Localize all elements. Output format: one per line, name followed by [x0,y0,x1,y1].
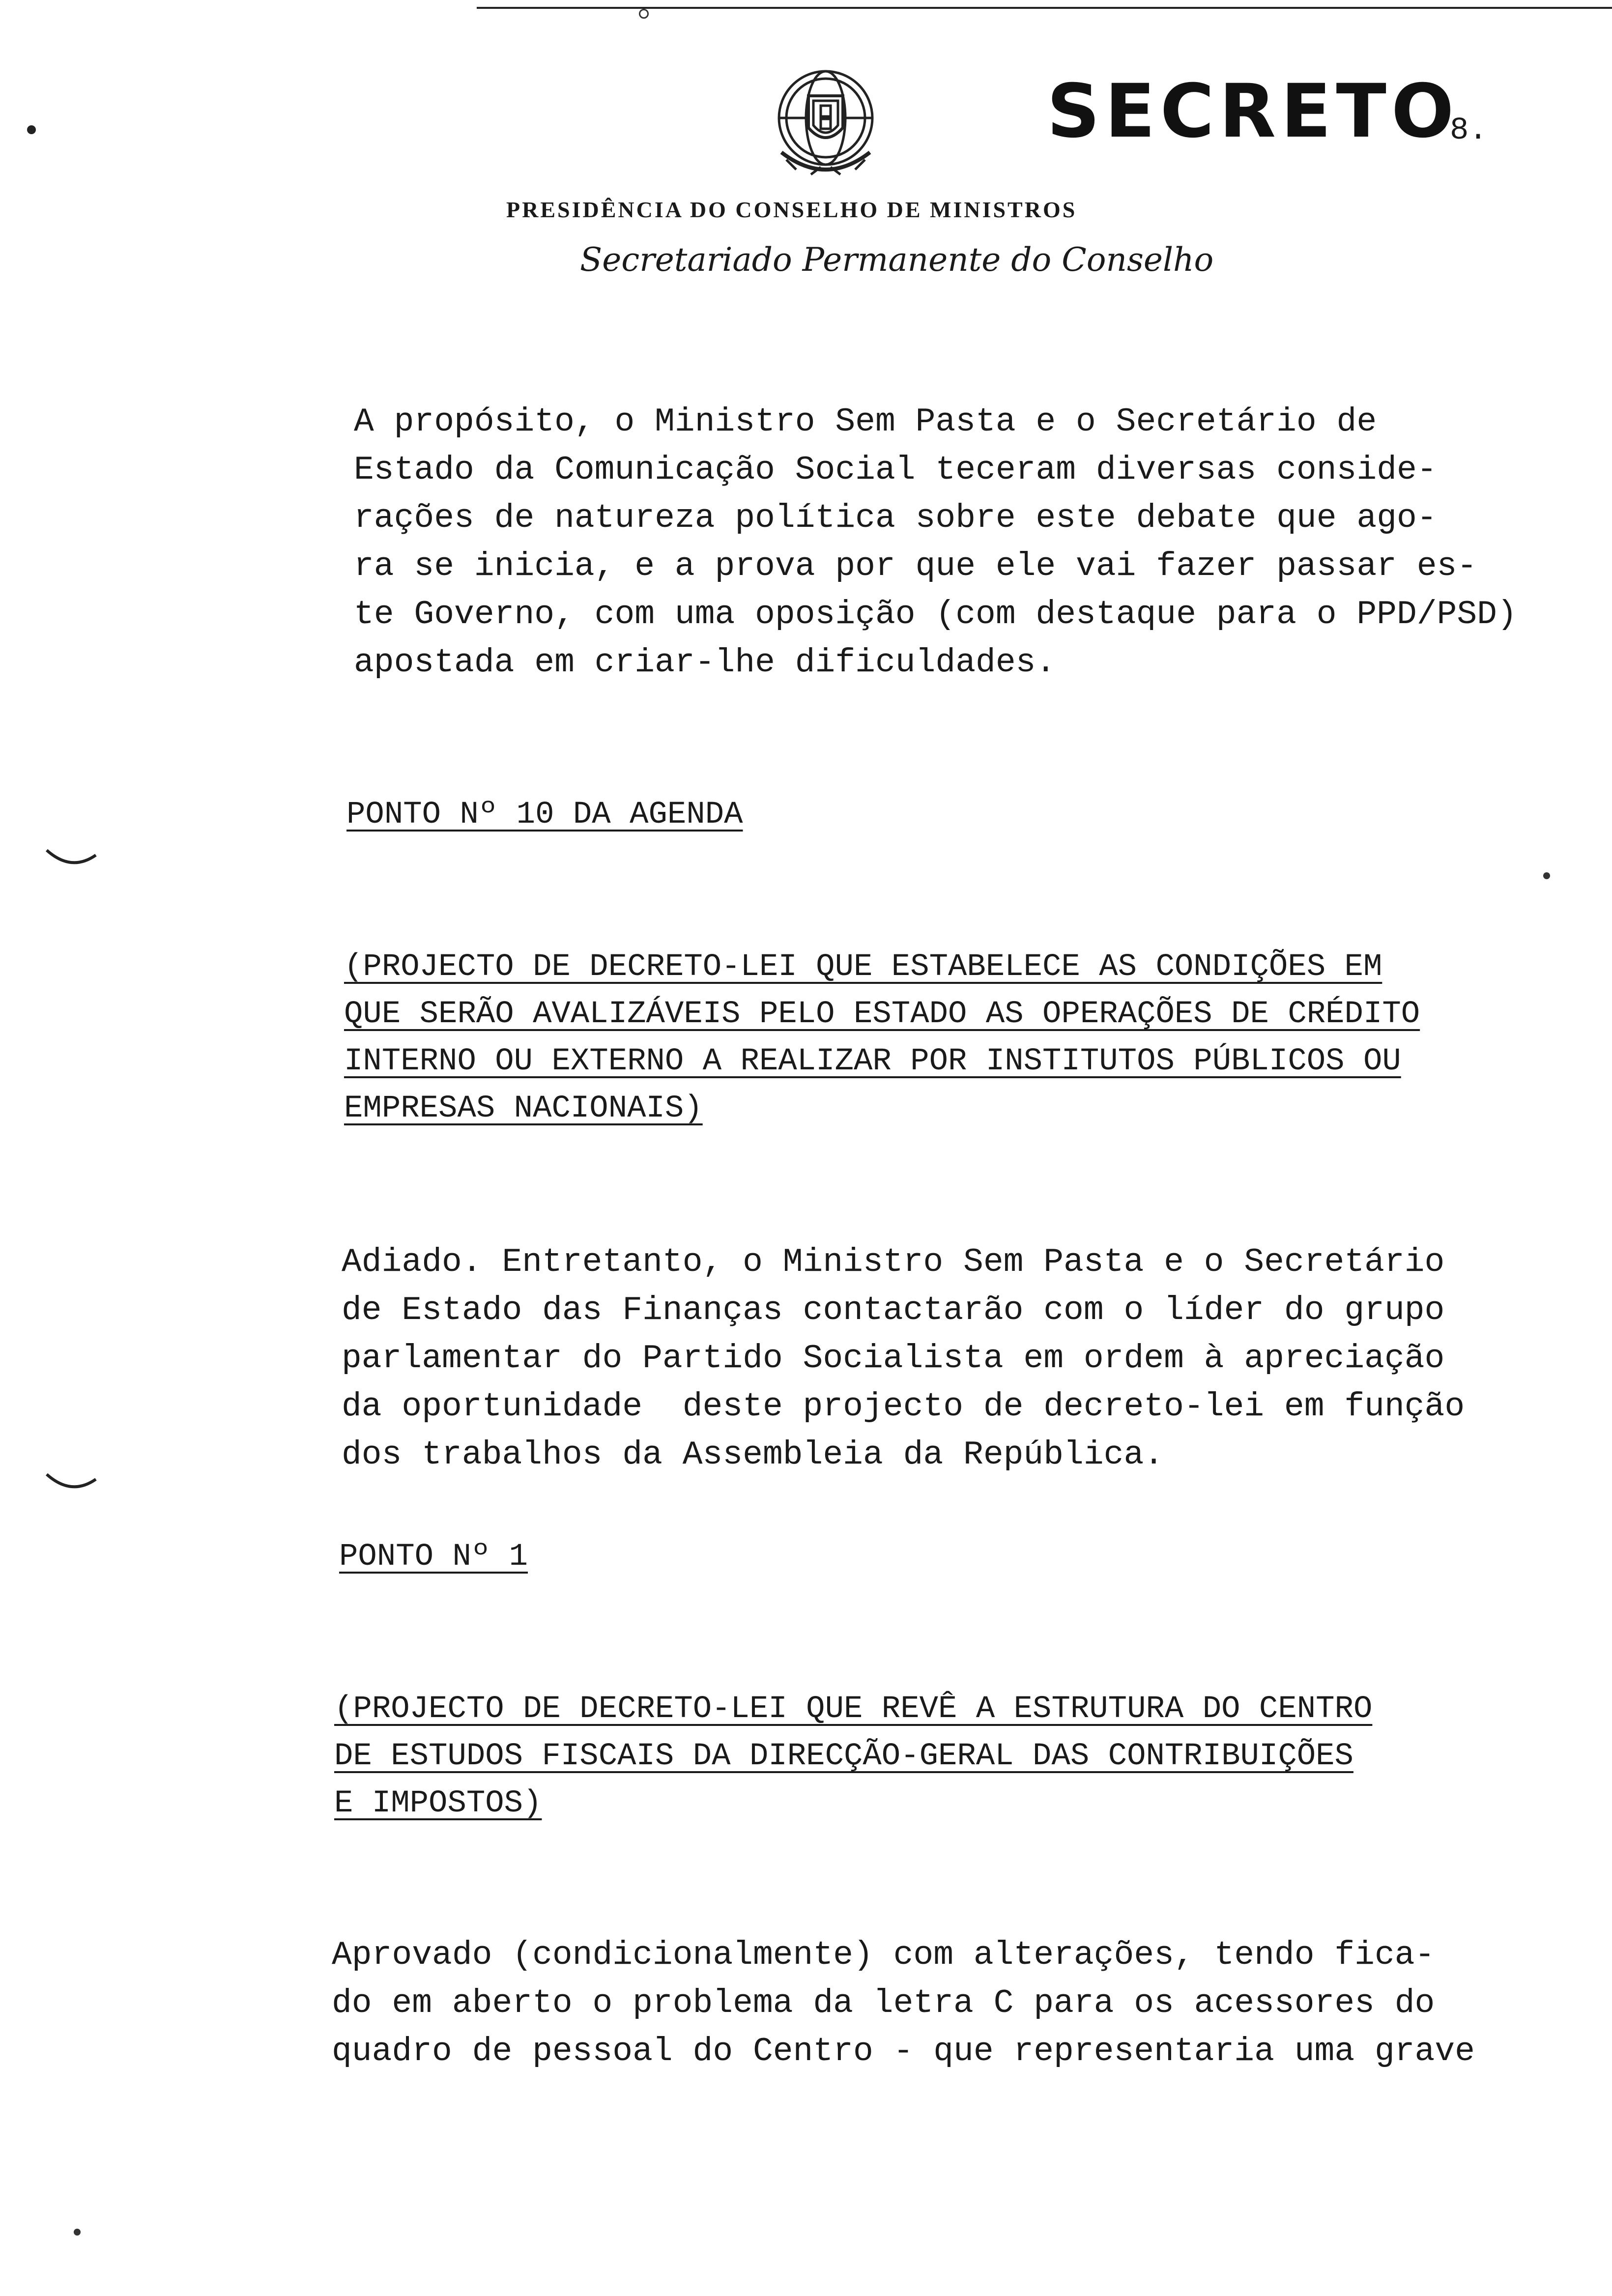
text-line: apostada em criar-lhe dificuldades. [354,644,1056,682]
heading-line: PONTO Nº 10 DA AGENDA [346,797,743,832]
scan-artifact [1543,872,1550,879]
agenda-item-heading [339,1533,528,1580]
scan-artifact [44,845,98,875]
heading-line: PONTO Nº 1 [339,1539,528,1575]
text-line: dos trabalhos da Assembleia da República. [342,1436,1164,1474]
title-line: (PROJECTO DE DECRETO-LEI QUE ESTABELECE AS CONDIÇÕES EM [344,949,1382,985]
title-line: (PROJECTO DE DECRETO-LEI QUE REVÊ A ESTRUTURA DO CENTRO [334,1692,1373,1727]
title-line: E IMPOSTOS) [334,1786,542,1821]
top-rule [477,7,1612,9]
scan-artifact [27,125,36,134]
text-line: do em aberto o problema da letra C para os acessores do [332,1984,1435,2022]
text-line: A propósito, o Ministro Sem Pasta e o Secretário de [354,403,1377,441]
agenda-item-decision [332,1931,1475,2076]
text-line: Estado da Comunicação Social teceram diversas conside- [354,451,1437,489]
organization-heading: PRESIDÊNCIA DO CONSELHO DE MINISTROS [506,197,1077,222]
classification-stamp: SECRETO [1047,69,1459,154]
coat-of-arms-emblem [767,64,885,187]
text-line: ra se inicia, e a prova por que ele vai fazer passar es- [354,547,1477,585]
agenda-item-heading [346,791,743,838]
page-number: 8. [1450,113,1488,148]
agenda-item-title [334,1686,1372,1827]
scan-artifact [74,2229,81,2236]
title-line: DE ESTUDOS FISCAIS DA DIRECÇÃO-GERAL DAS CONTRIBUIÇÕES [334,1739,1353,1774]
text-line: te Governo, com uma oposição (com destaque para o PPD/PSD) [354,596,1517,633]
text-line: quadro de pessoal do Centro - que representaria uma grave [332,2033,1475,2070]
scan-artifact [44,1469,98,1499]
title-line: EMPRESAS NACIONAIS) [344,1091,703,1126]
intro-paragraph [354,398,1517,687]
title-line: INTERNO OU EXTERNO A REALIZAR POR INSTITUTOS PÚBLICOS OU [344,1044,1401,1079]
agenda-item-decision [342,1238,1465,1479]
text-line: rações de natureza política sobre este debate que ago- [354,499,1437,537]
text-line: parlamentar do Partido Socialista em ordem à apreciação [342,1340,1445,1378]
agenda-item-title [344,944,1420,1132]
text-line: Aprovado (condicionalmente) com alterações, tendo fica- [332,1936,1435,1974]
text-line: de Estado das Finanças contactarão com o líder do grupo [342,1292,1445,1329]
text-line: da oportunidade deste projecto de decreto-lei em função [342,1388,1465,1426]
text-line: Adiado. Entretanto, o Ministro Sem Pasta e o Secretário [342,1243,1445,1281]
title-line: QUE SERÃO AVALIZÁVEIS PELO ESTADO AS OPERAÇÕES DE CRÉDITO [344,997,1420,1032]
punch-hole-mark [639,9,649,19]
department-subtitle: Secretariado Permanente do Conselho [580,241,1214,279]
